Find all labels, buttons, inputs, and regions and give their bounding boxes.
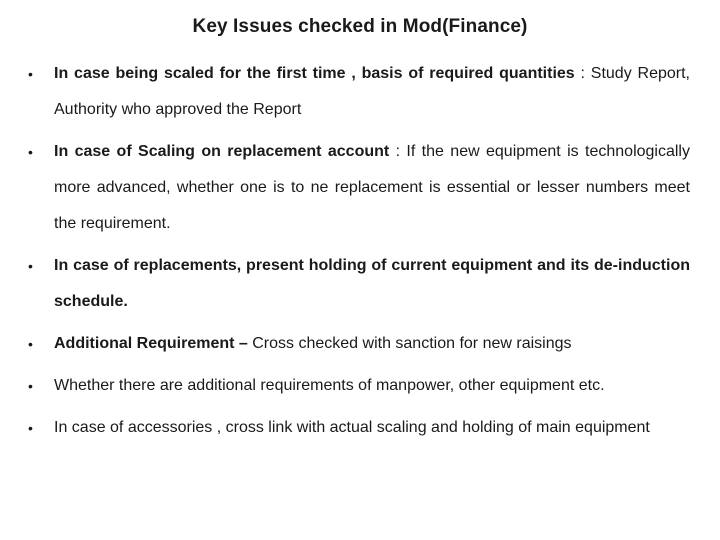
bullet-marker: • [28,144,33,160]
slide-title: Key Issues checked in Mod(Finance) [192,16,528,37]
bullet-text: : Study Report, Authority who approved the Report [54,65,690,118]
bullet-bold-text: Additional Requirement – [54,335,248,352]
bullet-bold-text: In case of replacements, present holding of current equipment and its de-induction schedule. [54,257,690,310]
bullet-bold-text: In case being scaled for the first time , basis of required quantities [54,65,575,82]
bullet-item [26,368,690,404]
bullet-item [26,248,690,320]
bullet-marker: • [28,420,33,436]
bullet-item [26,134,690,242]
bullet-marker: • [28,258,33,274]
bullet-text: Cross checked with sanction for new raisings [247,335,572,352]
bullet-item [26,56,690,128]
bullet-text: : If the new equipment is technologically more advanced, whether one is to ne replacement is essential or lesser numbers meet the requirement. [54,143,690,232]
bullet-item [26,326,690,362]
bullet-text: In case of accessories , cross link with actual scaling and holding of main equipment [54,419,650,436]
bullet-marker: • [28,336,33,352]
bullet-bold-text: In case of Scaling on replacement account [54,143,390,160]
bullet-text: Whether there are additional requirements of manpower, other equipment etc. [54,377,605,394]
bullet-marker: • [28,66,33,82]
bullet-item [26,410,690,446]
bullet-list [26,56,690,452]
bullet-marker: • [28,378,33,394]
